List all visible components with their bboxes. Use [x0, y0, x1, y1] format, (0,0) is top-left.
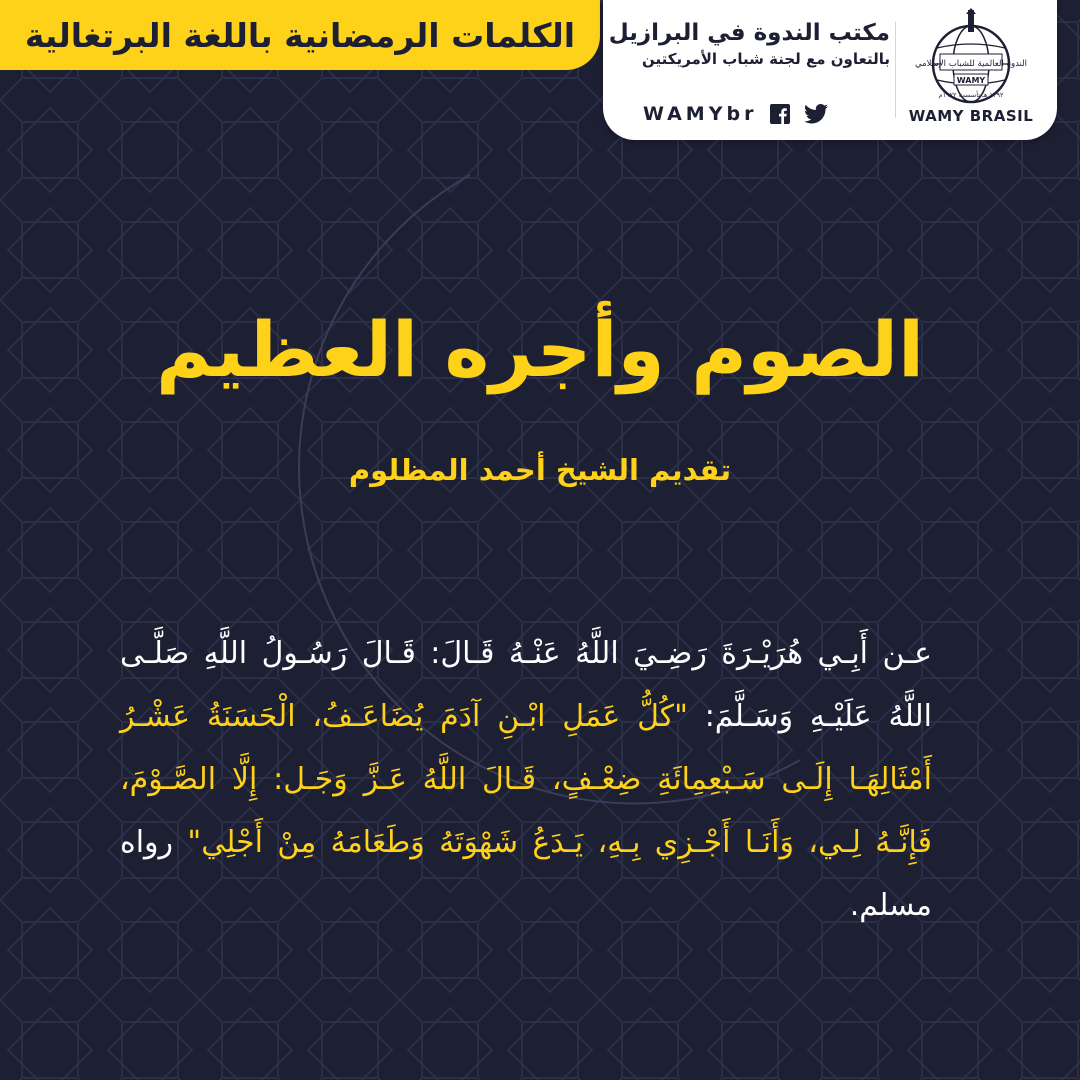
- logo-acronym: WAMY: [956, 76, 986, 85]
- social-row: [643, 101, 829, 127]
- facebook-icon[interactable]: [767, 101, 793, 127]
- series-title-banner: [0, 0, 600, 70]
- social-handle: WAMYbr: [643, 103, 758, 125]
- office-name: مكتب الندوة في البرازيل: [608, 20, 890, 46]
- page-title: الصوم وأجره العظيم: [155, 305, 925, 394]
- header-divider: [895, 22, 896, 118]
- hadith-source: رواه مسلم.: [120, 825, 932, 923]
- logo-caption: WAMY BRASIL: [908, 107, 1034, 125]
- hadith-quote: "كُلُّ عَمَلِ ابْـنِ آدَمَ يُضَاعَـفُ، الْحَسَنَةُ عَشْـرُ أَمْثَالِهَـا إِلَـى سَـبْعِمِائَةِ ضِعْـفٍ، قَـالَ اللَّهُ عَـزَّ وَجَـل: إِلَّا الصَّـوْمَ، فَإِنَّـهُ لِـي، وَأَنَـا أَجْـزِي بِـهِ، يَـدَعُ شَهْوَتَهُ وَطَعَامَهُ مِنْ أَجْلِي": [120, 699, 932, 860]
- hadith-text: [120, 622, 932, 937]
- hadith-intro: عـن أَبِـي هُرَيْـرَةَ رَضِـيَ اللَّهُ عَنْـهُ قَـالَ: قَـالَ رَسُـولُ اللَّهِ صَلَّـى اللَّهُ عَلَيْـهِ وَسَـلَّمَ:: [120, 636, 932, 734]
- series-title: الكلمات الرمضانية باللغة البرتغالية: [24, 15, 576, 55]
- wamy-globe-logo: [906, 6, 1036, 106]
- logo-ring-text: الندوة العالمية للشباب الإسلامي: [914, 59, 1028, 69]
- logo-founded: ١٣٩٢ هـ تأسست ١٩٧٢م: [938, 91, 1004, 99]
- twitter-icon[interactable]: [803, 101, 829, 127]
- presenter-line: تقديم الشيخ أحمد المظلوم: [348, 453, 732, 487]
- office-cooperation: بالتعاون مع لجنة شباب الأمريكتين: [642, 50, 890, 68]
- office-info: [608, 18, 890, 70]
- header-card: [603, 0, 1057, 140]
- wamy-logo: [906, 6, 1036, 134]
